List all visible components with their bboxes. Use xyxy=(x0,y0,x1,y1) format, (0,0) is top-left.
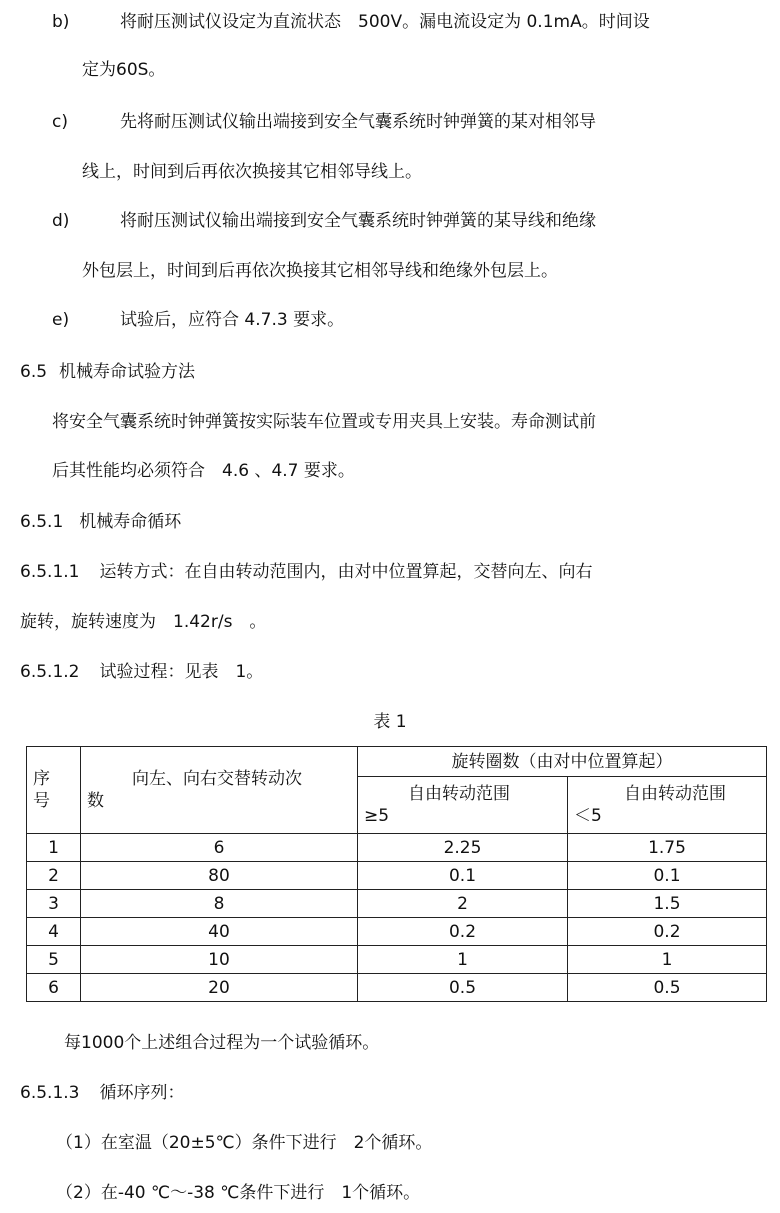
section-text: 循环序列： xyxy=(99,1083,185,1103)
table-row xyxy=(27,834,767,862)
item-d xyxy=(52,209,596,233)
section-6-5-1-1 xyxy=(20,560,592,584)
table-row xyxy=(27,974,767,1002)
cell-count: 80 xyxy=(81,862,358,890)
header-range-lt5 xyxy=(568,777,767,834)
cell-seq: 4 xyxy=(27,918,81,946)
header-range-label: 自由转动范围 xyxy=(624,784,726,804)
header-seq xyxy=(27,747,81,834)
section-text: 试验过程：见表 1。 xyxy=(99,662,264,682)
cell-count: 10 xyxy=(81,946,358,974)
cell-range-ge5: 0.2 xyxy=(358,918,568,946)
cell-range-ge5: 2 xyxy=(358,890,568,918)
section-6-5-heading xyxy=(20,360,195,384)
cell-seq: 6 xyxy=(27,974,81,1002)
header-seq-line2: 号 xyxy=(33,791,50,811)
section-6-5-1-3 xyxy=(20,1081,184,1105)
header-seq-line1: 序 xyxy=(33,769,50,789)
section-number: 6.5 xyxy=(20,362,48,382)
header-count-line1: 向左、向右交替转动次 xyxy=(132,769,302,789)
header-range-condition: ≥5 xyxy=(364,806,390,826)
table-row xyxy=(27,890,767,918)
paragraph: 后其性能均必须符合 4.6 、4.7 要求。 xyxy=(52,461,355,481)
header-range-ge5 xyxy=(358,777,568,834)
cell-range-lt5: 1.75 xyxy=(568,834,767,862)
item-c xyxy=(52,110,596,134)
item-b xyxy=(52,10,650,34)
table-header-row xyxy=(27,747,767,777)
cell-seq: 2 xyxy=(27,862,81,890)
cycle-definition: 每1000个上述组合过程为一个试验循环。 xyxy=(64,1033,380,1053)
section-number: 6.5.1.1 xyxy=(20,562,80,582)
section-6-5-1-2 xyxy=(20,660,263,684)
header-range-condition: ＜5 xyxy=(574,806,602,826)
table-caption: 表 1 xyxy=(373,712,407,732)
cell-range-lt5: 1 xyxy=(568,946,767,974)
cell-count: 8 xyxy=(81,890,358,918)
item-marker: b) xyxy=(52,12,70,32)
table-row xyxy=(27,946,767,974)
cell-range-lt5: 0.5 xyxy=(568,974,767,1002)
section-title: 机械寿命试验方法 xyxy=(59,362,196,382)
item-c-cont: 线上，时间到后再依次换接其它相邻导线上。 xyxy=(82,162,422,182)
cell-count: 40 xyxy=(81,918,358,946)
item-d-cont: 外包层上，时间到后再依次换接其它相邻导线和绝缘外包层上。 xyxy=(82,261,558,281)
item-marker: c) xyxy=(52,112,68,132)
section-text: 运转方式：在自由转动范围内，由对中位置算起，交替向左、向右 xyxy=(99,562,593,582)
item-marker: d) xyxy=(52,211,70,231)
header-count-line2: 数 xyxy=(87,791,104,811)
cell-range-ge5: 1 xyxy=(358,946,568,974)
section-6-5-1-1-cont: 旋转，旋转速度为 1.42r/s 。 xyxy=(20,612,267,632)
item-text: 先将耐压测试仪输出端接到安全气囊系统时钟弹簧的某对相邻导 xyxy=(120,112,596,132)
item-b-cont: 定为60S。 xyxy=(82,60,166,80)
cycle-step-1: （1）在室温（20±5℃）条件下进行 2个循环。 xyxy=(56,1133,433,1153)
cell-range-lt5: 0.2 xyxy=(568,918,767,946)
cell-range-ge5: 2.25 xyxy=(358,834,568,862)
item-text: 将耐压测试仪设定为直流状态 500V。漏电流设定为 0.1mA。时间设 xyxy=(120,12,650,32)
header-range-label: 自由转动范围 xyxy=(408,784,510,804)
paragraph: 将安全气囊系统时钟弹簧按实际装车位置或专用夹具上安装。寿命测试前 xyxy=(52,412,596,432)
header-rotation-group: 旋转圈数（由对中位置算起） xyxy=(358,747,767,777)
cell-count: 20 xyxy=(81,974,358,1002)
cell-seq: 1 xyxy=(27,834,81,862)
rotation-table xyxy=(26,746,767,1002)
section-number: 6.5.1 xyxy=(20,512,64,532)
cell-range-ge5: 0.5 xyxy=(358,974,568,1002)
cell-range-ge5: 0.1 xyxy=(358,862,568,890)
cell-seq: 3 xyxy=(27,890,81,918)
item-marker: e) xyxy=(52,310,70,330)
cell-seq: 5 xyxy=(27,946,81,974)
cell-range-lt5: 0.1 xyxy=(568,862,767,890)
cell-range-lt5: 1.5 xyxy=(568,890,767,918)
item-text: 试验后，应符合 4.7.3 要求。 xyxy=(120,310,345,330)
section-title: 机械寿命循环 xyxy=(79,512,182,532)
cell-count: 6 xyxy=(81,834,358,862)
section-6-5-1-heading xyxy=(20,510,181,534)
item-e xyxy=(52,308,344,332)
section-number: 6.5.1.3 xyxy=(20,1083,80,1103)
section-number: 6.5.1.2 xyxy=(20,662,80,682)
cycle-step-2: （2）在-40 ℃～-38 ℃条件下进行 1个循环。 xyxy=(56,1183,421,1203)
header-count xyxy=(81,747,358,834)
table-row xyxy=(27,918,767,946)
table-row xyxy=(27,862,767,890)
item-text: 将耐压测试仪输出端接到安全气囊系统时钟弹簧的某导线和绝缘 xyxy=(120,211,596,231)
